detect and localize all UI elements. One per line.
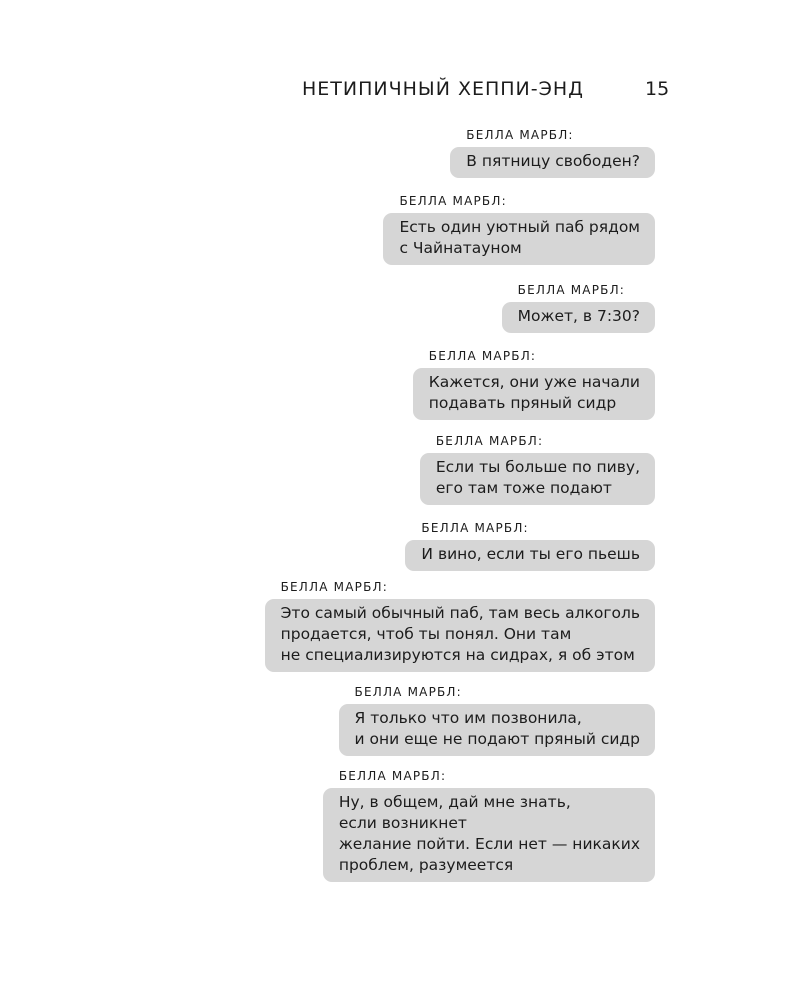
message-bubble: Кажется, они уже начали подавать пряный сидр bbox=[413, 368, 655, 420]
message-sender: БЕЛЛА МАРБЛ: bbox=[517, 283, 626, 297]
message-bubble: Есть один уютный паб рядом с Чайнатауном bbox=[383, 213, 655, 265]
chat-message bbox=[383, 192, 655, 265]
message-bubble: В пятницу свободен? bbox=[450, 147, 655, 178]
message-bubble: Если ты больше по пиву, его там тоже подают bbox=[420, 453, 655, 505]
message-bubble: И вино, если ты его пьешь bbox=[405, 540, 655, 571]
page-header bbox=[0, 76, 800, 106]
message-sender: БЕЛЛА МАРБЛ: bbox=[428, 349, 537, 363]
message-bubble: Может, в 7:30? bbox=[502, 302, 655, 333]
chat-message bbox=[265, 578, 655, 672]
message-sender: БЕЛЛА МАРБЛ: bbox=[338, 769, 447, 783]
message-bubble: Это самый обычный паб, там весь алкоголь продается, чтоб ты понял. Они там не специализируются на сидрах, я об этом bbox=[265, 599, 655, 672]
message-sender: БЕЛЛА МАРБЛ: bbox=[435, 434, 544, 448]
running-title: НЕТИПИЧНЫЙ ХЕППИ-ЭНД bbox=[302, 78, 585, 100]
page-number: 15 bbox=[645, 78, 670, 100]
message-sender: БЕЛЛА МАРБЛ: bbox=[280, 580, 388, 594]
chat-message bbox=[502, 281, 655, 333]
message-bubble: Ну, в общем, дай мне знать, если возникнет желание пойти. Если нет — никаких проблем, разумеется bbox=[323, 788, 655, 882]
chat-message bbox=[405, 519, 655, 571]
chat-message bbox=[323, 767, 655, 882]
message-sender: БЕЛЛА МАРБЛ: bbox=[421, 521, 529, 535]
message-bubble: Я только что им позвонила, и они еще не подают пряный сидр bbox=[339, 704, 655, 756]
message-sender: БЕЛЛА МАРБЛ: bbox=[354, 685, 462, 699]
chat-message bbox=[413, 347, 655, 420]
chat-message bbox=[420, 432, 655, 505]
message-sender: БЕЛЛА МАРБЛ: bbox=[399, 194, 507, 208]
chat-message bbox=[339, 683, 655, 756]
chat-message bbox=[450, 126, 655, 178]
message-sender: БЕЛЛА МАРБЛ: bbox=[466, 128, 574, 142]
